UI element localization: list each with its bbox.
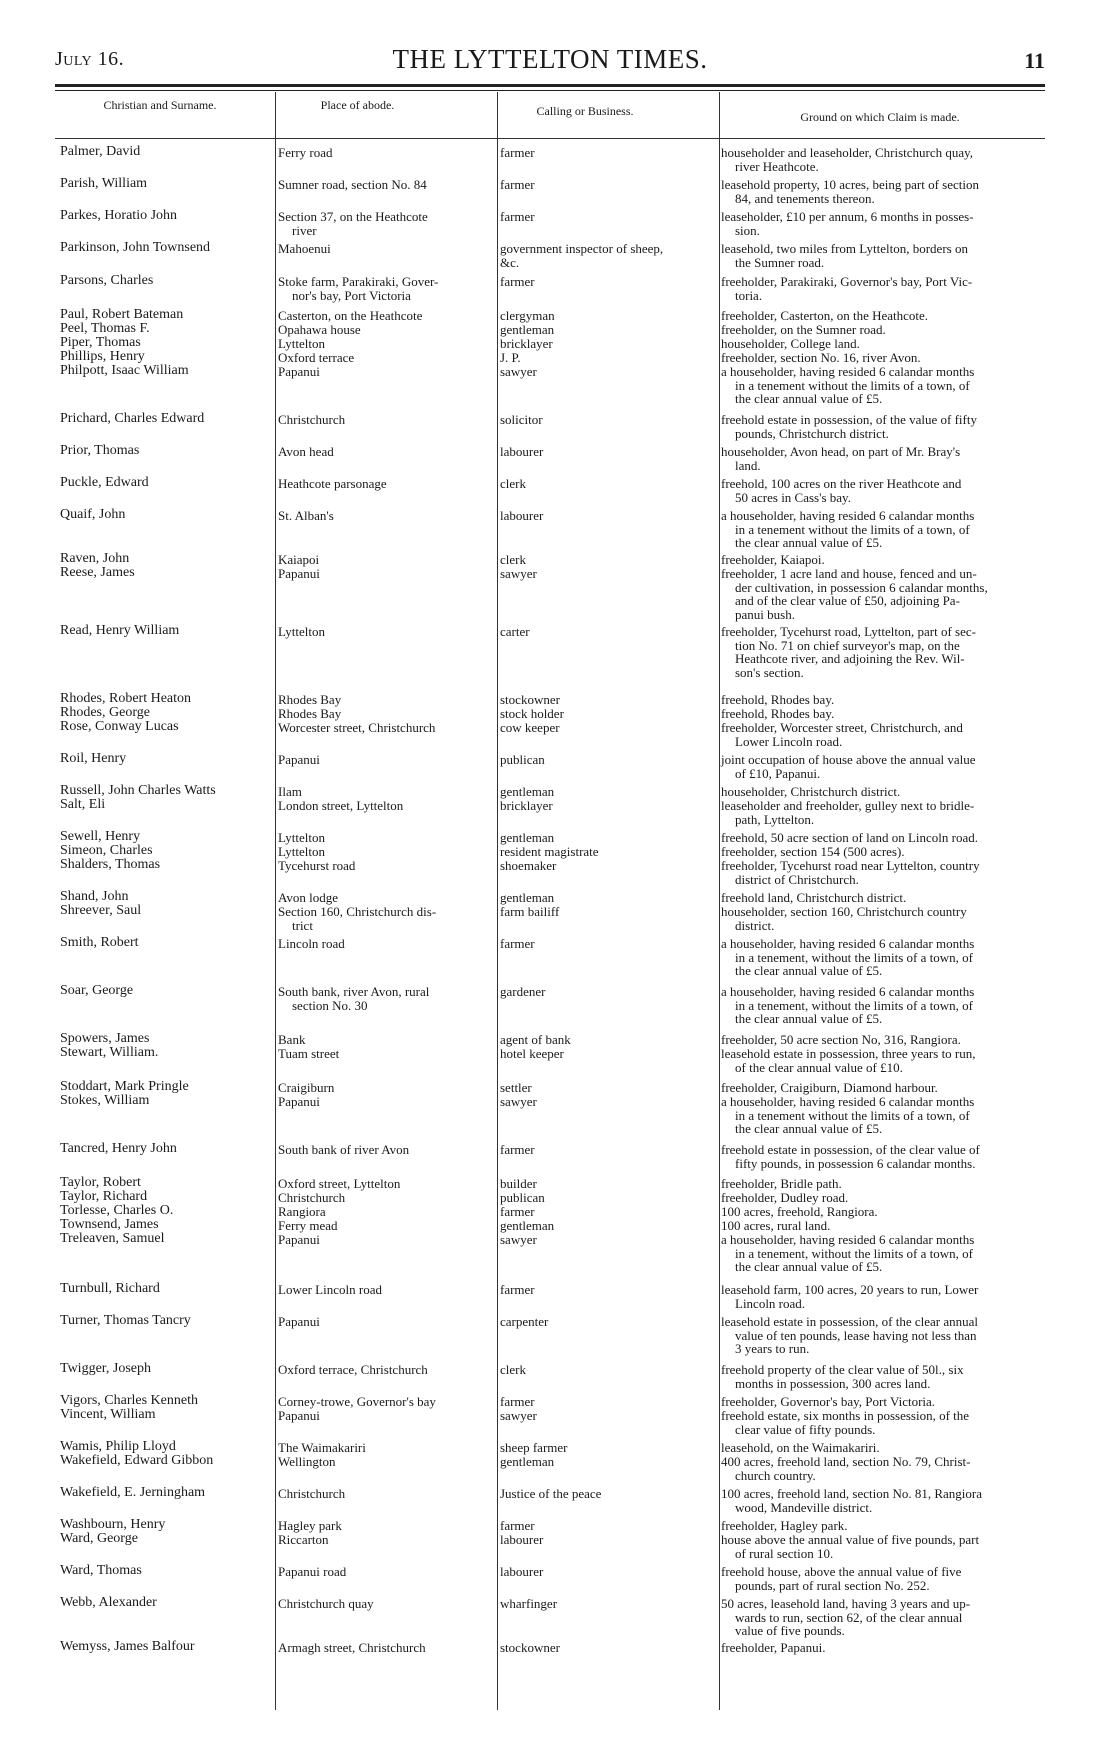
entry-abode: Papanui (278, 1314, 320, 1329)
entry-calling: clerk (500, 1362, 526, 1377)
entry-abode: Hagley park (278, 1518, 342, 1533)
entry-ground: leasehold farm, 100 acres, 20 years to run, Lower (721, 1282, 979, 1297)
entry-name: Parish, William (60, 176, 148, 191)
entry-abode: Avon head (278, 444, 334, 459)
entry-ground: tion No. 71 on chief surveyor's map, on the (735, 637, 960, 653)
entry-ground: son's section. (735, 665, 804, 681)
entry-calling: sawyer (500, 1232, 537, 1247)
entry-ground: 84, and tenements thereon. (735, 190, 875, 206)
entry-calling: solicitor (500, 412, 543, 427)
entry-ground: the clear annual value of £5. (735, 1011, 883, 1027)
entry-abode: Ferry road (278, 145, 333, 160)
entry-ground: Lincoln road. (735, 1295, 806, 1311)
entry-ground: joint occupation of house above the annual value (721, 752, 976, 767)
entry-ground: leasehold property, 10 acres, being part of section (721, 177, 979, 192)
entry-name: Salt, Eli (60, 797, 106, 812)
entry-ground: Lower Lincoln road. (735, 733, 843, 749)
entry-ground: pounds, Christchurch district. (735, 425, 889, 441)
entry-abode: Oxford terrace, Christchurch (278, 1362, 428, 1377)
entry-abode: South bank, river Avon, rural (278, 984, 430, 999)
entry-ground: leasehold estate in possession, of the clear annual (721, 1314, 979, 1329)
entry-ground: 100 acres, rural land. (721, 1218, 831, 1233)
entry-name: Torlesse, Charles O. (60, 1203, 174, 1218)
entry-ground: in a tenement, without the limits of a town, of (735, 1245, 973, 1261)
entry-ground: freeholder, Worcester street, Christchurch, and (721, 720, 963, 735)
entry-abode: Craigiburn (278, 1080, 335, 1095)
entry-ground: value of five pounds. (735, 1623, 845, 1639)
entry-ground: freeholder, Tycehurst road, Lyttelton, part of sec- (721, 624, 976, 639)
entry-calling: farmer (500, 145, 535, 160)
entry-calling: labourer (500, 1564, 544, 1579)
entry-name: Ward, Thomas (60, 1563, 142, 1578)
entry-calling: shoemaker (500, 858, 557, 873)
entry-ground: a householder, having resided 6 calandar months (721, 936, 975, 951)
entry-calling: wharfinger (500, 1596, 558, 1611)
entry-calling: sawyer (500, 1408, 537, 1423)
entry-abode: Christchurch (278, 1486, 346, 1501)
entry-name: Turner, Thomas Tancry (60, 1313, 191, 1328)
entry-abode: Lyttelton (278, 830, 325, 845)
entry-name: Roil, Henry (60, 751, 127, 766)
entry-calling: government inspector of sheep, (500, 241, 664, 256)
entry-ground: householder and leaseholder, Christchurch quay, (721, 145, 974, 160)
entry-ground: in a tenement, without the limits of a town, of (735, 949, 973, 965)
entry-ground: leasehold, two miles from Lyttelton, borders on (721, 241, 968, 256)
entry-calling: farmer (500, 209, 535, 224)
entry-calling: clergyman (500, 308, 555, 323)
entry-ground: a householder, having resided 6 calandar months (721, 984, 975, 999)
entry-ground: a householder, having resided 6 calandar months (721, 508, 975, 523)
entry-name: Rhodes, Robert Heaton (60, 691, 192, 706)
entry-calling: gentleman (500, 1454, 555, 1469)
entry-ground: a householder, having resided 6 calandar months (721, 364, 975, 379)
entry-name: Wakefield, Edward Gibbon (60, 1453, 214, 1468)
entry-ground: leaseholder, £10 per annum, 6 months in posses- (721, 209, 974, 224)
entry-name: Philpott, Isaac William (60, 363, 189, 378)
entry-ground: freehold, 100 acres on the river Heathcote and (721, 476, 962, 491)
entry-abode: Heathcote parsonage (278, 476, 387, 491)
entry-calling: bricklayer (500, 798, 553, 813)
entry-calling: clerk (500, 552, 526, 567)
entry-ground: church country. (735, 1467, 816, 1483)
entry-name: Wakefield, E. Jerningham (60, 1485, 206, 1500)
column-header-calling: Calling or Business. (536, 104, 634, 118)
entry-ground: freeholder, Dudley road. (721, 1190, 849, 1205)
entry-calling: hotel keeper (500, 1046, 564, 1061)
entry-ground: freehold property of the clear value of 50l., six (721, 1362, 964, 1377)
entry-name: Soar, George (60, 983, 134, 998)
entry-calling: farm bailiff (500, 904, 560, 919)
entry-abode: Papanui (278, 1094, 320, 1109)
column-header-name: Christian and Surname. (103, 98, 217, 112)
entry-ground: fifty pounds, in possession 6 calandar months. (735, 1155, 976, 1171)
entry-ground: freeholder, 1 acre land and house, fenced and un- (721, 566, 977, 581)
entry-calling: labourer (500, 1532, 544, 1547)
entry-abode: St. Alban's (278, 508, 334, 523)
entry-name: Shalders, Thomas (60, 857, 161, 872)
entry-calling: publican (500, 752, 545, 767)
entry-name: Parkes, Horatio John (60, 208, 178, 223)
entry-ground: 400 acres, freehold land, section No. 79, Christ- (721, 1454, 971, 1469)
entry-ground: freehold estate, six months in possession, of the (721, 1408, 970, 1423)
entry-ground: householder, College land. (721, 336, 860, 351)
entry-abode: river (292, 222, 317, 238)
entry-abode: Bank (278, 1032, 306, 1047)
entry-abode: Lyttelton (278, 844, 325, 859)
entry-abode: Papanui (278, 752, 320, 767)
entry-name: Phillips, Henry (60, 349, 145, 364)
entry-name: Ward, George (60, 1531, 138, 1546)
entry-ground: of the clear annual value of £10. (735, 1059, 903, 1075)
entry-name: Rhodes, George (60, 705, 150, 720)
entry-ground: Heathcote river, and adjoining the Rev. Wil- (735, 651, 965, 667)
entry-ground: the clear annual value of £5. (735, 1121, 883, 1137)
entry-calling: labourer (500, 508, 544, 523)
entry-abode: Ferry mead (278, 1218, 338, 1233)
entry-name: Rose, Conway Lucas (60, 719, 179, 734)
entry-calling: builder (500, 1176, 537, 1191)
entry-ground: value of ten pounds, lease having not less than (735, 1327, 977, 1343)
column-header-ground: Ground on which Claim is made. (800, 110, 960, 124)
entry-abode: Tuam street (278, 1046, 340, 1061)
entry-calling: gentleman (500, 890, 555, 905)
entry-ground: the clear annual value of £5. (735, 1259, 883, 1275)
entry-calling: labourer (500, 444, 544, 459)
entry-calling: gentleman (500, 830, 555, 845)
entry-ground: freeholder, Casterton, on the Heathcote. (721, 308, 929, 323)
entry-calling: sawyer (500, 364, 537, 379)
entry-name: Stewart, William. (60, 1045, 159, 1060)
entry-abode: Avon lodge (278, 890, 339, 905)
entry-name: Russell, John Charles Watts (60, 783, 216, 798)
entry-calling: Justice of the peace (500, 1486, 602, 1501)
entry-abode: Mahoenui (278, 241, 331, 256)
entry-abode: Lincoln road (278, 936, 345, 951)
entry-ground: wards to run, section 62, of the clear annual (735, 1609, 963, 1625)
entry-abode: Tycehurst road (278, 858, 356, 873)
entry-ground: freeholder, on the Sumner road. (721, 322, 886, 337)
entry-name: Stoddart, Mark Pringle (60, 1079, 189, 1094)
entry-calling: carpenter (500, 1314, 549, 1329)
entry-name: Taylor, Richard (60, 1189, 148, 1204)
entry-calling: stockowner (500, 692, 560, 707)
entry-name: Reese, James (60, 565, 135, 580)
entry-abode: Papanui (278, 364, 320, 379)
entry-ground: freeholder, Governor's bay, Port Victoria. (721, 1394, 936, 1409)
entry-ground: in a tenement, without the limits of a town, of (735, 997, 973, 1013)
entry-ground: the Sumner road. (735, 254, 825, 270)
entry-ground: leasehold estate in possession, three years to run, (721, 1046, 976, 1061)
entry-ground: in a tenement without the limits of a town, of (735, 521, 970, 537)
entry-calling: sawyer (500, 566, 537, 581)
entry-calling: clerk (500, 476, 526, 491)
entry-ground: freeholder, Hagley park. (721, 1518, 848, 1533)
entry-ground: freeholder, Papanui. (721, 1640, 826, 1655)
entry-calling: carter (500, 624, 530, 639)
entry-ground: 3 years to run. (735, 1341, 810, 1357)
entry-ground: freehold house, above the annual value of five (721, 1564, 962, 1579)
entry-ground: district. (735, 917, 775, 933)
entry-ground: freeholder, section No. 16, river Avon. (721, 350, 921, 365)
entry-ground: house above the annual value of five pounds, part (721, 1532, 980, 1547)
entry-name: Read, Henry William (60, 623, 180, 638)
column-header-abode: Place of abode. (320, 98, 395, 112)
entry-abode: South bank of river Avon (278, 1142, 410, 1157)
entry-ground: river Heathcote. (735, 158, 819, 174)
entry-ground: panui bush. (735, 607, 795, 623)
entry-name: Smith, Robert (60, 935, 139, 950)
entry-ground: the clear annual value of £5. (735, 963, 883, 979)
entry-calling: farmer (500, 1518, 535, 1533)
entry-abode: Lyttelton (278, 336, 325, 351)
entry-abode: Armagh street, Christchurch (278, 1640, 426, 1655)
entry-abode: Rhodes Bay (278, 692, 342, 707)
entry-ground: freeholder, 50 acre section No, 316, Rangiora. (721, 1032, 961, 1047)
entry-calling: farmer (500, 1204, 535, 1219)
entry-ground: freeholder, Kaiapoi. (721, 552, 825, 567)
entry-ground: freeholder, Parakiraki, Governor's bay, Port Vic- (721, 274, 973, 289)
entry-name: Wamis, Philip Lloyd (60, 1439, 176, 1454)
entry-ground: wood, Mandeville district. (735, 1499, 873, 1515)
entry-abode: Section 160, Christchurch dis- (278, 904, 437, 919)
entry-ground: 50 acres in Cass's bay. (735, 489, 851, 505)
entry-ground: leaseholder and freeholder, gulley next to bridle- (721, 798, 975, 813)
entry-name: Paul, Robert Bateman (60, 307, 184, 322)
entry-ground: freehold estate in possession, of the value of fifty (721, 412, 977, 427)
entry-abode: Christchurch (278, 1190, 346, 1205)
entry-name: Shand, John (60, 889, 129, 904)
entry-calling: sawyer (500, 1094, 537, 1109)
entry-ground: 100 acres, freehold land, section No. 81, Rangiora (721, 1486, 983, 1501)
entry-calling: resident magistrate (500, 844, 599, 859)
entry-name: Quaif, John (60, 507, 126, 522)
entry-calling: sheep farmer (500, 1440, 568, 1455)
entry-abode: London street, Lyttelton (278, 798, 404, 813)
entry-name: Simeon, Charles (60, 843, 153, 858)
entry-abode: The Waimakariri (278, 1440, 366, 1455)
entry-name: Parsons, Charles (60, 273, 154, 288)
entry-name: Vincent, William (60, 1407, 156, 1422)
entry-abode: nor's bay, Port Victoria (292, 287, 411, 303)
entry-calling: gentleman (500, 1218, 555, 1233)
entry-ground: der cultivation, in possession 6 calandar months, (735, 579, 988, 595)
entry-name: Taylor, Robert (60, 1175, 141, 1190)
entry-calling: bricklayer (500, 336, 553, 351)
entry-ground: leasehold, on the Waimakariri. (721, 1440, 880, 1455)
entry-calling: gentleman (500, 784, 555, 799)
entry-abode: Lower Lincoln road (278, 1282, 382, 1297)
entry-name: Piper, Thomas (60, 335, 141, 350)
entry-name: Shreever, Saul (60, 903, 142, 918)
entry-calling: farmer (500, 936, 535, 951)
entry-ground: freeholder, section 154 (500 acres). (721, 844, 905, 859)
entry-abode: Oxford terrace (278, 350, 355, 365)
entry-calling: farmer (500, 177, 535, 192)
entry-ground: freehold, Rhodes bay. (721, 706, 835, 721)
entry-abode: Oxford street, Lyttelton (278, 1176, 401, 1191)
entry-ground: freehold, 50 acre section of land on Lincoln road. (721, 830, 979, 845)
entry-abode: Papanui road (278, 1564, 347, 1579)
entry-name: Turnbull, Richard (60, 1281, 160, 1296)
entry-ground: district of Christchurch. (735, 871, 859, 887)
entry-abode: Stoke farm, Parakiraki, Gover- (278, 274, 439, 289)
entry-calling: gentleman (500, 322, 555, 337)
entry-ground: of £10, Papanui. (735, 765, 821, 781)
entry-ground: of rural section 10. (735, 1545, 834, 1561)
entry-abode: Kaiapoi (278, 552, 320, 567)
entry-ground: a householder, having resided 6 calandar months (721, 1094, 975, 1109)
entry-name: Parkinson, John Townsend (60, 240, 211, 255)
entry-calling: farmer (500, 1282, 535, 1297)
entry-abode: Riccarton (278, 1532, 329, 1547)
entry-calling: farmer (500, 1142, 535, 1157)
entry-abode: Corney-trowe, Governor's bay (278, 1394, 436, 1409)
entry-ground: sion. (735, 222, 760, 238)
entry-ground: pounds, part of rural section No. 252. (735, 1577, 930, 1593)
entry-abode: Section 37, on the Heathcote (278, 209, 428, 224)
entry-name: Raven, John (60, 551, 130, 566)
entry-name: Spowers, James (60, 1031, 150, 1046)
entry-calling: cow keeper (500, 720, 560, 735)
entry-abode: Christchurch (278, 412, 346, 427)
entry-ground: and of the clear value of £50, adjoining Pa- (735, 593, 960, 609)
page-number: 11 (1024, 48, 1045, 73)
entry-calling: gardener (500, 984, 546, 999)
entry-name: Wemyss, James Balfour (60, 1639, 195, 1654)
entry-ground: in a tenement without the limits of a town, of (735, 1107, 970, 1123)
entry-abode: Papanui (278, 1408, 320, 1423)
entry-calling: publican (500, 1190, 545, 1205)
entry-name: Stokes, William (60, 1093, 150, 1108)
entry-name: Sewell, Henry (60, 829, 141, 844)
entry-name: Peel, Thomas F. (60, 321, 150, 336)
entry-ground: in a tenement without the limits of a town, of (735, 377, 970, 393)
entry-ground: the clear annual value of £5. (735, 535, 883, 551)
entry-calling: farmer (500, 274, 535, 289)
entry-ground: freeholder, Bridle path. (721, 1176, 842, 1191)
entry-abode: Lyttelton (278, 624, 325, 639)
entry-ground: clear value of fifty pounds. (735, 1421, 876, 1437)
entry-ground: months in possession, 300 acres land. (735, 1375, 931, 1391)
entry-ground: householder, Christchurch district. (721, 784, 901, 799)
entry-name: Palmer, David (60, 144, 141, 159)
entry-ground: toria. (735, 287, 763, 303)
entry-calling: farmer (500, 1394, 535, 1409)
entry-ground: 50 acres, leasehold land, having 3 years and up- (721, 1596, 971, 1611)
entry-name: Twigger, Joseph (60, 1361, 151, 1376)
entry-ground: 100 acres, freehold, Rangiora. (721, 1204, 878, 1219)
entry-name: Tancred, Henry John (60, 1141, 177, 1156)
entry-name: Prichard, Charles Edward (60, 411, 205, 426)
entry-abode: Rhodes Bay (278, 706, 342, 721)
entry-ground: freehold estate in possession, of the clear value of (721, 1142, 980, 1157)
entry-ground: householder, section 160, Christchurch country (721, 904, 967, 919)
entry-ground: freehold land, Christchurch district. (721, 890, 907, 905)
entry-abode: Wellington (278, 1454, 336, 1469)
entry-ground: land. (735, 457, 761, 473)
entry-name: Vigors, Charles Kenneth (60, 1393, 198, 1408)
entry-abode: Christchurch quay (278, 1596, 374, 1611)
entry-abode: Rangiora (278, 1204, 326, 1219)
entry-name: Townsend, James (60, 1217, 159, 1232)
entry-ground: freeholder, Craigiburn, Diamond harbour. (721, 1080, 938, 1095)
entry-name: Webb, Alexander (60, 1595, 157, 1610)
entry-ground: freeholder, Tycehurst road near Lyttelton, country (721, 858, 980, 873)
entry-calling: stock holder (500, 706, 564, 721)
entry-abode: Opahawa house (278, 322, 361, 337)
entry-name: Treleaven, Samuel (60, 1231, 165, 1246)
issue-date: July 16. (55, 48, 125, 70)
entry-ground: path, Lyttelton. (735, 811, 815, 827)
newspaper-title: THE LYTTELTON TIMES. (392, 44, 708, 74)
entry-ground: householder, Avon head, on part of Mr. Bray's (721, 444, 961, 459)
entry-abode: section No. 30 (292, 997, 368, 1013)
entry-abode: Worcester street, Christchurch (278, 720, 436, 735)
entry-calling: J. P. (500, 350, 521, 365)
entry-ground: a householder, having resided 6 calandar months (721, 1232, 975, 1247)
entry-ground: freehold, Rhodes bay. (721, 692, 835, 707)
entry-abode: Papanui (278, 566, 320, 581)
entry-name: Prior, Thomas (60, 443, 140, 458)
entry-abode: Sumner road, section No. 84 (278, 177, 427, 192)
entry-calling: stockowner (500, 1640, 560, 1655)
entry-abode: Casterton, on the Heathcote (278, 308, 423, 323)
entry-name: Washbourn, Henry (60, 1517, 166, 1532)
entry-calling: agent of bank (500, 1032, 571, 1047)
entry-name: Puckle, Edward (60, 475, 149, 490)
entry-ground: the clear annual value of £5. (735, 391, 883, 407)
entry-abode: Papanui (278, 1232, 320, 1247)
entry-calling: &c. (500, 254, 520, 270)
entry-abode: trict (292, 917, 313, 933)
entry-abode: Ilam (278, 784, 302, 799)
entry-calling: settler (500, 1080, 532, 1095)
